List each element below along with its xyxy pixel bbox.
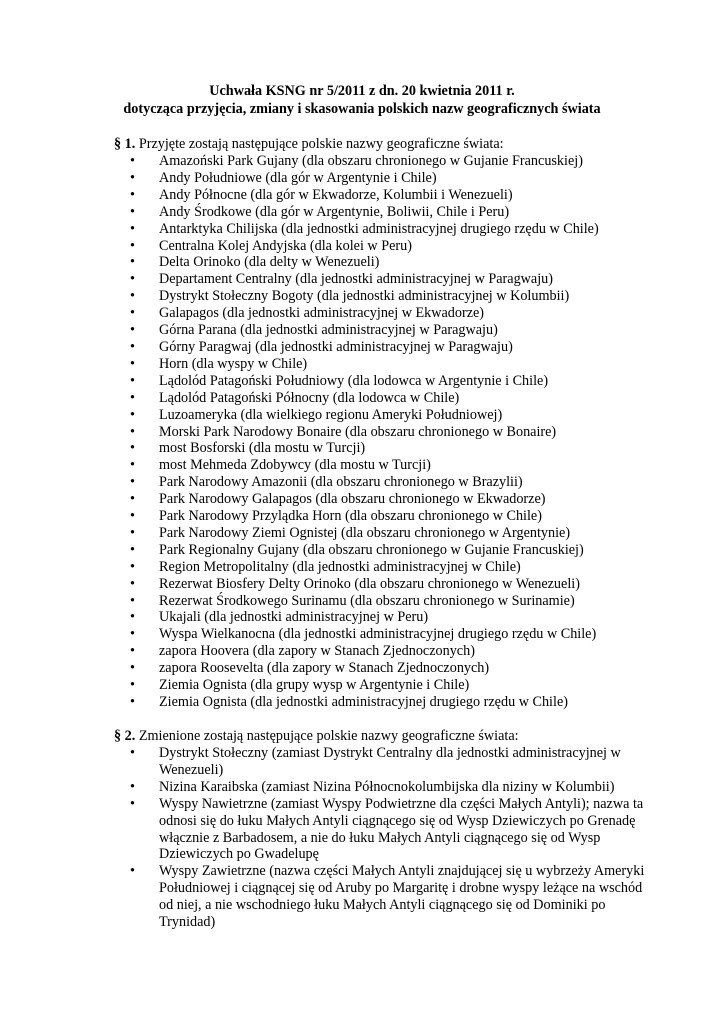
list-item [0,254,649,271]
bullet-icon: • [130,863,135,880]
bullet-icon: • [130,457,135,474]
list-item [0,576,649,593]
list-item-text: Górna Parana (dla jednostki administracyjnej w Paragwaju) [159,322,498,339]
list-item [0,339,649,356]
section-2-text: Zmienione zostają następujące polskie nazwy geograficzne świata: [135,728,519,744]
list-item [0,626,649,643]
list-item-text: Park Narodowy Amazonii (dla obszaru chronionego w Brazylii) [159,474,523,491]
bullet-icon: • [130,524,135,541]
list-item-text: Amazoński Park Gujany (dla obszaru chronionego w Gujanie Francuskiej) [159,153,583,169]
list-item [0,863,649,931]
bullet-icon: • [130,220,135,237]
list-item-text: Galapagos (dla jednostki administracyjnej w Ekwadorze) [159,305,485,322]
list-item-text: Dystrykt Stołeczny Bogoty (dla jednostki administracyjnej w Kolumbii) [159,288,570,305]
list-item [0,356,649,373]
list-item [0,559,649,576]
list-item-text: most Mehmeda Zdobywcy (dla mostu w Turcji) [159,457,431,474]
list-item [0,643,649,660]
list-item [0,457,649,474]
list-item [0,238,649,255]
list-item-text: Centralna Kolej Andyjska (dla kolei w Peru) [159,237,412,254]
list-item [0,204,649,221]
list-item [0,322,649,339]
list-item [0,271,649,288]
list-item-text: Wyspy Nawietrzne (zamiast Wyspy Podwietrzne dla części Małych Antyli); nazwa ta odnosi się do łuku Małych Antyli ciągnącego się od Wysp Dziewiczych po Grenadę włącznie z Barbadosem, a nie do łuku Małych Antyli ciągnącego się od Wysp Dziewiczych po Gwadelupę [159,795,644,863]
section-1-list [0,153,724,711]
bullet-icon: • [130,677,135,694]
bullet-icon: • [130,186,135,203]
list-item [0,373,649,390]
bullet-icon: • [130,660,135,677]
list-item [0,694,649,711]
list-item-text: Region Metropolitalny (dla jednostki administracyjnej w Chile) [159,558,521,575]
bullet-icon: • [130,643,135,660]
list-item-text: Nizina Karaibska (zamiast Nizina Północnokolumbijska dla niziny w Kolumbii) [159,778,615,795]
bullet-icon: • [130,440,135,457]
list-item [0,474,649,491]
list-item [0,491,649,508]
list-item-text: Park Narodowy Przylądka Horn (dla obszaru chronionego w Chile) [159,508,542,525]
list-item-text: Antarktyka Chilijska (dla jednostki administracyjnej drugiego rzędu w Chile) [159,220,599,237]
section-2-number: § 2. [114,728,136,744]
list-item [0,609,649,626]
bullet-icon: • [130,474,135,491]
bullet-icon: • [130,778,135,795]
list-item [0,593,649,610]
list-item-text: Lądolód Patagoński Północny (dla lodowca w Chile) [159,389,460,406]
bullet-icon: • [130,355,135,372]
list-item [0,424,649,441]
bullet-icon: • [130,694,135,710]
section-1-text: Przyjęte zostają następujące polskie nazwy geograficzne świata: [135,136,504,152]
bullet-icon: • [130,169,135,186]
bullet-icon: • [130,745,135,761]
bullet-icon: • [130,237,135,254]
list-item [0,305,649,322]
list-item-text: Dystrykt Stołeczny (zamiast Dystrykt Centralny dla jednostki administracyjnej w Wenezueli) [159,745,621,778]
bullet-icon: • [130,508,135,525]
list-item [0,508,649,525]
list-item [0,288,649,305]
list-item-text: Andy Południowe (dla gór w Argentynie i Chile) [159,169,437,186]
bullet-icon: • [130,575,135,592]
list-item-text: Wyspy Zawietrzne (nazwa części Małych Antyli znajdującej się u wybrzeży Ameryki Południowej i ciągnącej się od Aruby po Margaritę i drobne wyspy leżące na wschód od niej, a nie wschodniego łuku Małych Antyli ciągnącego się od Dominiki po Trynidad) [159,863,645,931]
list-item-text: Andy Północne (dla gór w Ekwadorze, Kolumbii i Wenezueli) [159,186,513,203]
list-item [0,525,649,542]
bullet-icon: • [130,338,135,355]
list-item-text: Morski Park Narodowy Bonaire (dla obszaru chronionego w Bonaire) [159,423,557,440]
list-item-text: Horn (dla wyspy w Chile) [159,355,308,372]
list-item [0,407,649,424]
list-item-text: Rezerwat Środkowego Surinamu (dla obszaru chronionego w Surinamie) [159,592,575,609]
section-1-heading [114,136,504,153]
bullet-icon: • [130,203,135,220]
bullet-icon: • [130,592,135,609]
list-item-text: Park Regionalny Gujany (dla obszaru chronionego w Gujanie Francuskiej) [159,541,584,558]
list-item-text: Luzoameryka (dla wielkiego regionu Ameryki Południowej) [159,406,503,423]
bullet-icon: • [130,389,135,406]
list-item [0,221,649,238]
section-2-list [0,745,724,931]
list-item [0,153,649,170]
list-item-text: zapora Roosevelta (dla zapory w Stanach Zjednoczonych) [159,660,490,677]
list-item-text: Ukajali (dla jednostki administracyjnej w Peru) [159,609,429,626]
list-item [0,390,649,407]
bullet-icon: • [130,372,135,389]
list-item [0,796,649,864]
list-item [0,440,649,457]
bullet-icon: • [130,626,135,643]
list-item [0,660,649,677]
list-item [0,779,649,796]
section-2-heading [114,728,519,745]
bullet-icon: • [130,609,135,626]
bullet-icon: • [130,254,135,271]
list-item-text: Ziemia Ognista (dla jednostki administracyjnej drugiego rzędu w Chile) [159,694,568,710]
section-1-number: § 1. [114,136,136,152]
bullet-icon: • [130,541,135,558]
bullet-icon: • [130,558,135,575]
list-item-text: Delta Orinoko (dla delty w Wenezueli) [159,254,380,271]
list-item [0,187,649,204]
list-item-text: Park Narodowy Galapagos (dla obszaru chronionego w Ekwadorze) [159,491,546,508]
list-item-text: Departament Centralny (dla jednostki administracyjnej w Paragwaju) [159,271,553,288]
list-item-text: Andy Środkowe (dla gór w Argentynie, Boliwii, Chile i Peru) [159,203,510,220]
list-item [0,170,649,187]
list-item-text: zapora Hoovera (dla zapory w Stanach Zjednoczonych) [159,643,475,660]
list-item [0,745,649,779]
document-title: Uchwała KSNG nr 5/2011 z dn. 20 kwietnia 2011 r. [209,83,515,99]
list-item [0,542,649,559]
list-item-text: most Bosforski (dla mostu w Turcji) [159,440,366,457]
bullet-icon: • [130,491,135,508]
list-item [0,677,649,694]
bullet-icon: • [130,305,135,322]
document-subtitle: dotycząca przyjęcia, zmiany i skasowania polskich nazw geograficznych świata [123,101,601,117]
bullet-icon: • [130,423,135,440]
list-item-text: Rezerwat Biosfery Delty Orinoko (dla obszaru chronionego w Wenezueli) [159,575,580,592]
bullet-icon: • [130,795,135,812]
bullet-icon: • [130,288,135,305]
bullet-icon: • [130,322,135,339]
bullet-icon: • [130,153,135,169]
list-item-text: Park Narodowy Ziemi Ognistej (dla obszaru chronionego w Argentynie) [159,524,571,541]
bullet-icon: • [130,271,135,288]
list-item-text: Wyspa Wielkanocna (dla jednostki administracyjnej drugiego rzędu w Chile) [159,626,597,643]
bullet-icon: • [130,406,135,423]
list-item-text: Ziemia Ognista (dla grupy wysp w Argentynie i Chile) [159,677,470,694]
list-item-text: Lądolód Patagoński Południowy (dla lodowca w Argentynie i Chile) [159,372,549,389]
list-item-text: Górny Paragwaj (dla jednostki administracyjnej w Paragwaju) [159,338,513,355]
